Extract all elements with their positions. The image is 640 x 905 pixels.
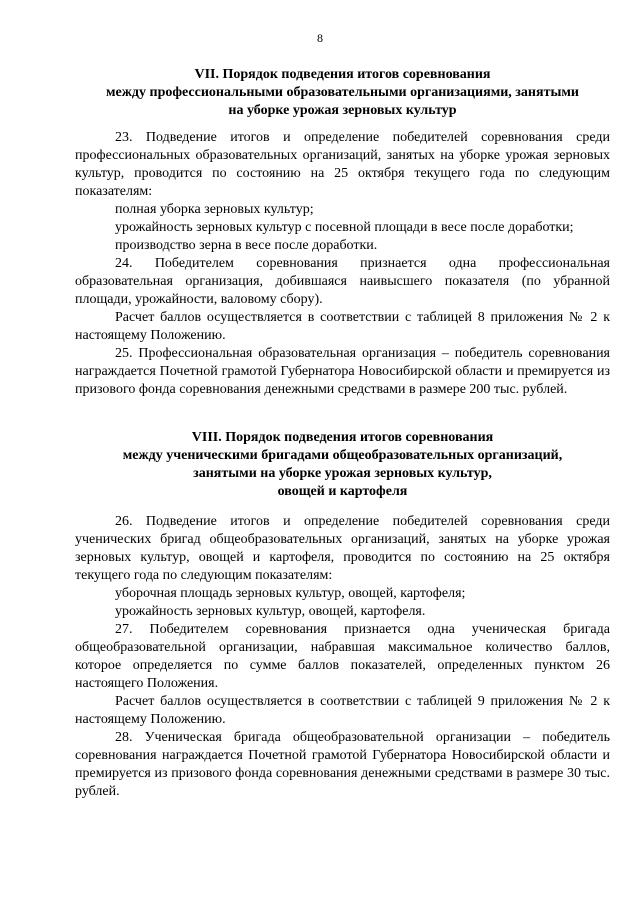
section-8-body: [75, 513, 610, 801]
list-item: урожайность зерновых культур, овощей, картофеля.: [115, 604, 426, 619]
heading-line: на уборке урожая зерновых культур: [228, 103, 457, 118]
heading-line: VIII. Порядок подведения итогов соревнования: [191, 430, 494, 445]
list-item: полная уборка зерновых культур;: [115, 202, 314, 217]
paragraph-24: 24. Победителем соревнования признается одна профессиональная образовательная организация, добившаяся наивысшего показателя (по убранной площади, урожайности, валовому сбору).: [75, 256, 610, 307]
paragraph-25: 25. Профессиональная образовательная организация – победитель соревнования награждается Почетной грамотой Губернатора Новосибирской области и премируется из призового фонда соревнования денежными средствами в размере 200 тыс. рублей.: [75, 346, 610, 397]
page-number: 8: [317, 31, 323, 45]
heading-line: VII. Порядок подведения итогов соревнования: [194, 67, 491, 82]
section-8-heading: [75, 429, 610, 501]
paragraph-26: 26. Подведение итогов и определение победителей соревнования среди ученических бригад общеобразовательных организаций, занятых на уборке урожая зерновых культур, овощей и картофеля, проводится по состоянию на 25 октября текущего года по следующим показателям:: [75, 514, 610, 583]
paragraph-27: 27. Победителем соревнования признается одна ученическая бригада общеобразовательной организации, набравшая максимальное количество баллов, которое определяется по сумме баллов показателей, определенных пунктом 26 настоящего Положения.: [75, 622, 610, 691]
list-item: производство зерна в весе после доработки.: [115, 238, 378, 253]
section-7-body: [75, 129, 610, 399]
list-item: уборочная площадь зерновых культур, овощей, картофеля;: [115, 586, 466, 601]
heading-line: между профессиональными образовательными организациями, занятыми: [106, 85, 579, 100]
paragraph-28: 28. Ученическая бригада общеобразовательной организации – победитель соревнования награждается Почетной грамотой Губернатора Новосибирской области и премируется из призового фонда соревнования денежными средствами в размере 30 тыс. рублей.: [75, 730, 610, 799]
paragraph-calculation: Расчет баллов осуществляется в соответствии с таблицей 8 приложения № 2 к настоящему Положению.: [75, 310, 610, 343]
paragraph-23: 23. Подведение итогов и определение победителей соревнования среди профессиональных образовательных организаций, занятых на уборке урожая зерновых культур, проводится по состоянию на 25 октября текущего года по следующим показателям:: [75, 130, 610, 199]
list-item: урожайность зерновых культур с посевной площади в весе после доработки;: [115, 220, 574, 235]
section-7-heading: [75, 66, 610, 120]
heading-line: занятыми на уборке урожая зерновых культур,: [193, 466, 492, 481]
heading-line: овощей и картофеля: [277, 484, 408, 499]
heading-line: между ученическими бригадами общеобразовательных организаций,: [122, 448, 563, 463]
paragraph-calculation: Расчет баллов осуществляется в соответствии с таблицей 9 приложения № 2 к настоящему Положению.: [75, 694, 610, 727]
